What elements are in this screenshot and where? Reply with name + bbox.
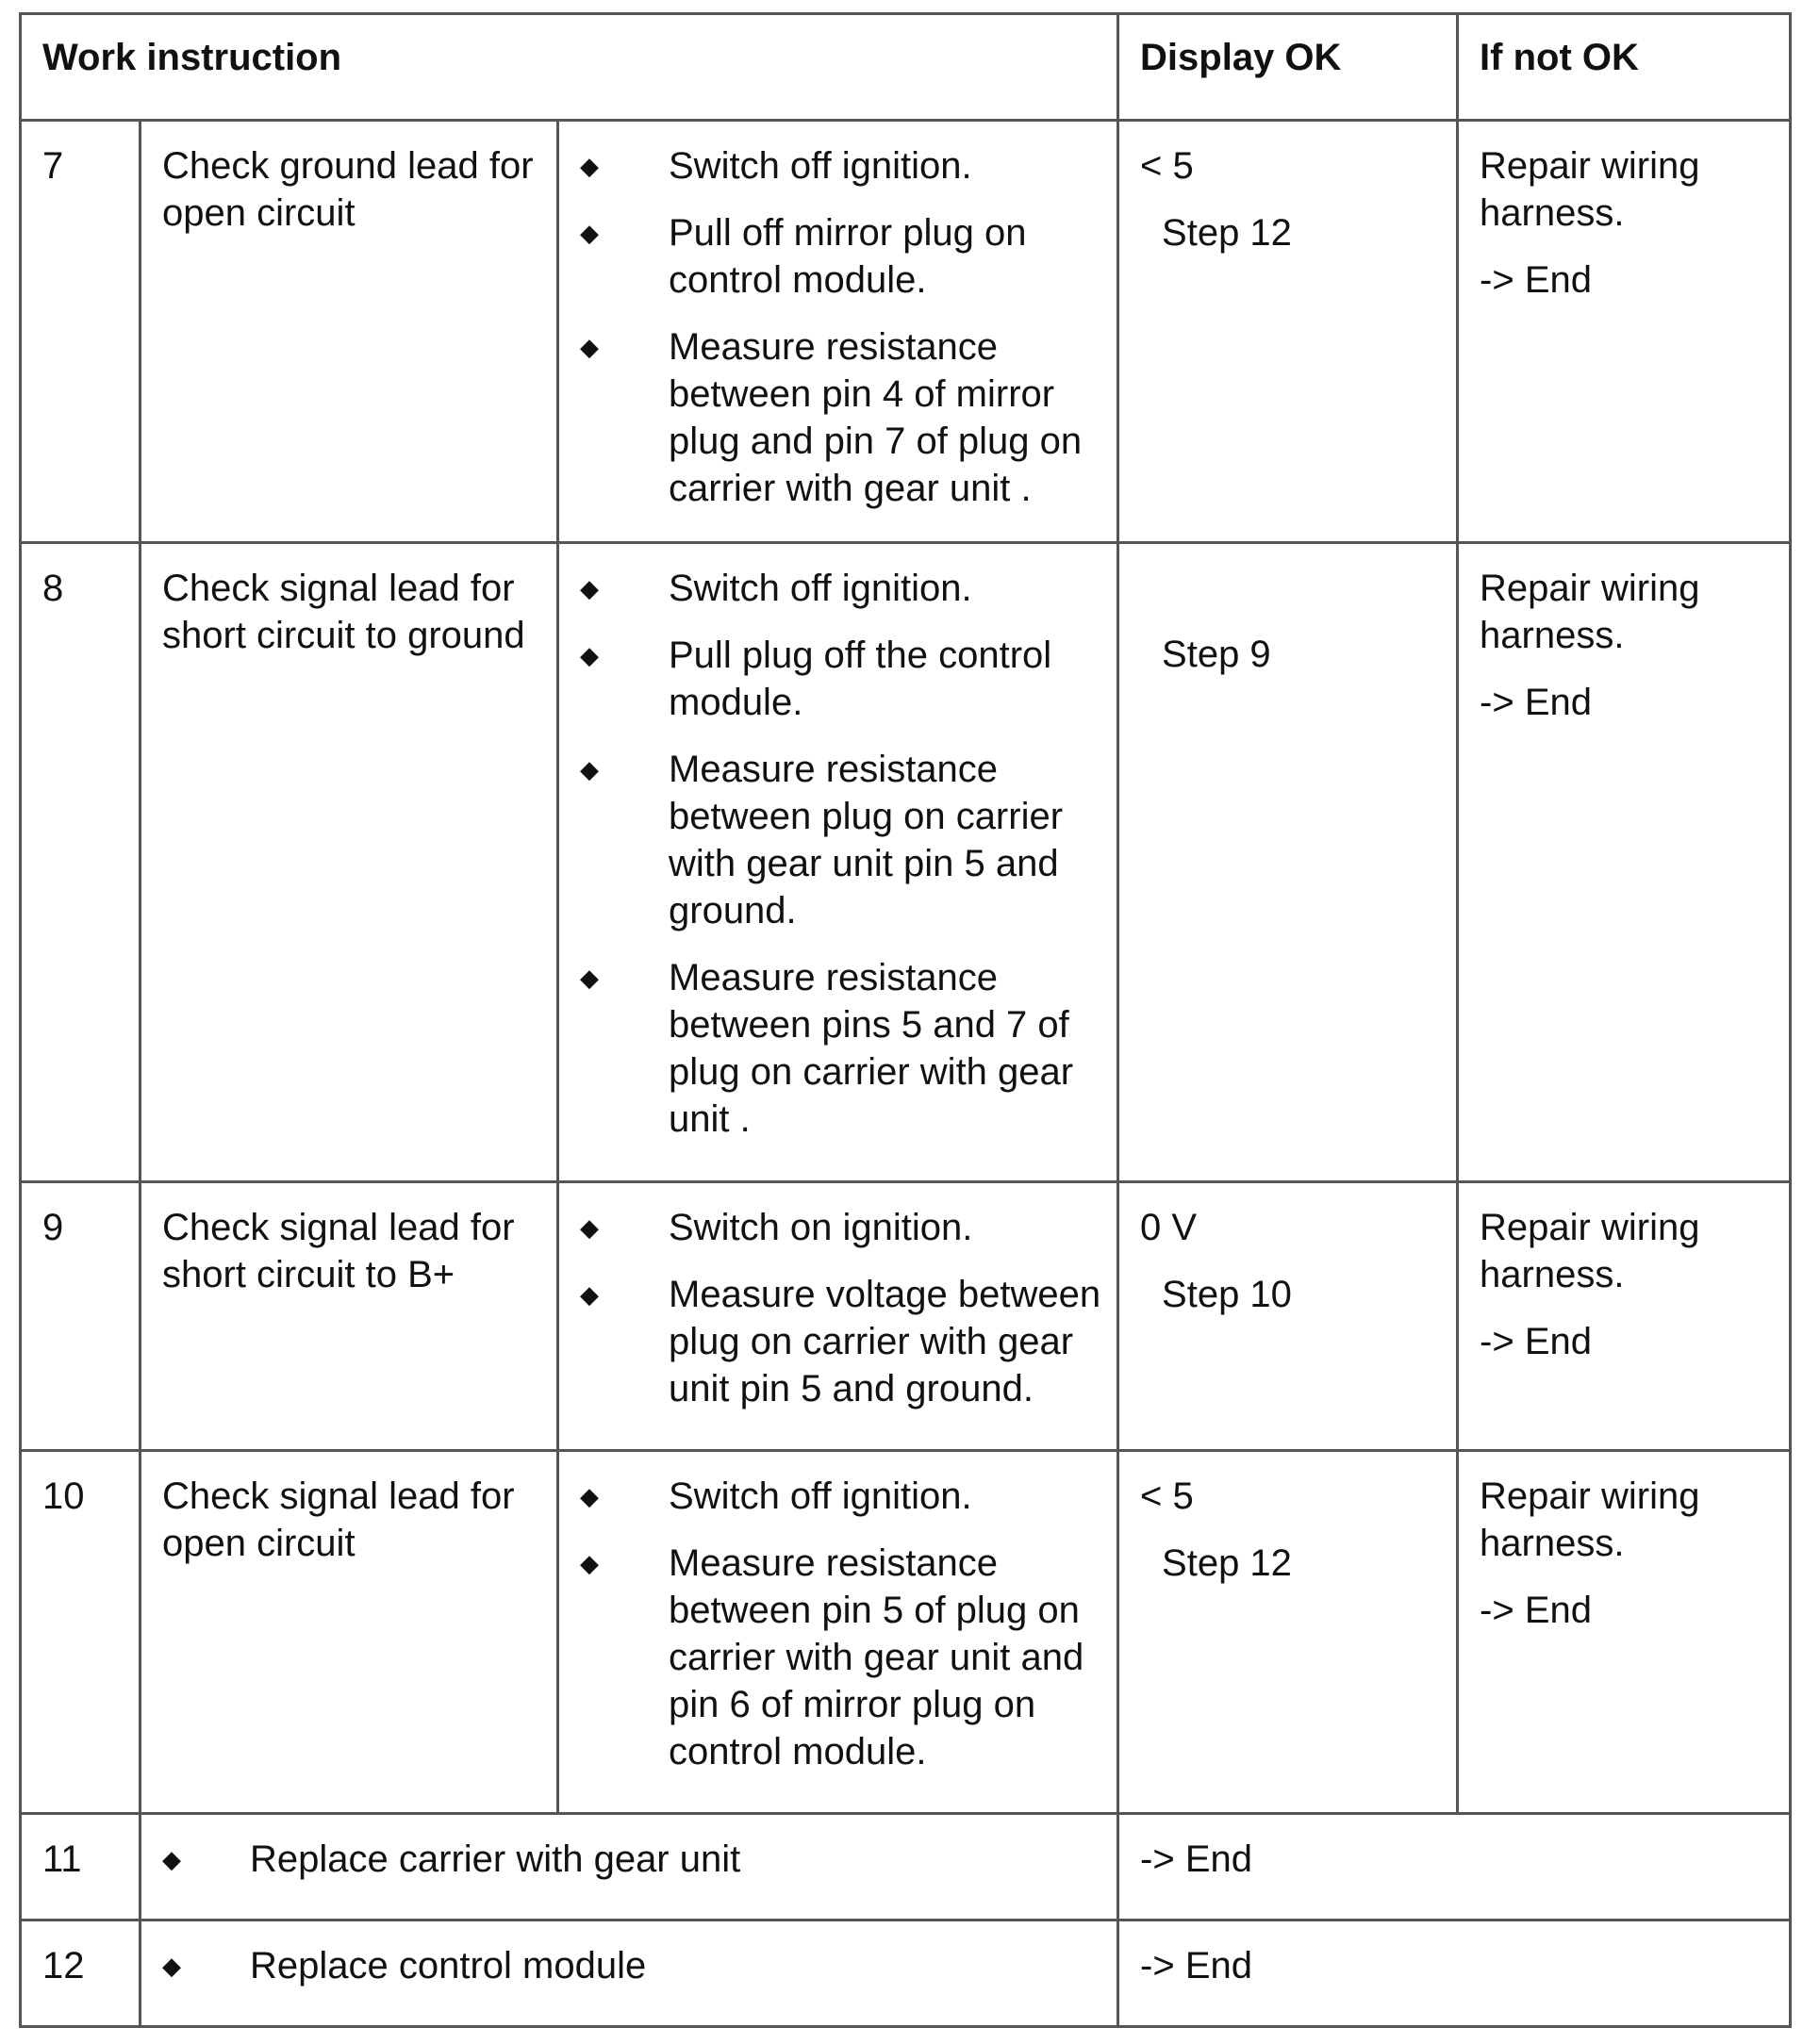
- table-row: [21, 1451, 1791, 1814]
- table-row: [21, 1814, 1791, 1920]
- step-description: Check signal lead for short circuit to B+: [141, 1182, 558, 1451]
- step-actions: [558, 121, 1118, 543]
- action-text: Measure resistance between pins 5 and 7 of plug on carrier with gear unit .: [669, 957, 1074, 1140]
- header-if-not-ok: If not OK: [1458, 14, 1791, 121]
- diamond-bullet-icon: ◆: [580, 333, 599, 361]
- diamond-bullet-icon: ◆: [580, 755, 599, 783]
- step-description: Check signal lead for open circuit: [141, 1451, 558, 1814]
- diamond-bullet-icon: ◆: [580, 1549, 599, 1577]
- action-item: [580, 565, 1105, 612]
- step-action-cell: [141, 1814, 1118, 1920]
- action-text: Replace control module: [250, 1945, 647, 1986]
- result-cell: -> End: [1118, 1814, 1791, 1920]
- step-number: 11: [21, 1814, 141, 1920]
- step-number: 9: [21, 1182, 141, 1451]
- display-ok-cell: [1118, 1451, 1458, 1814]
- step-number: 8: [21, 543, 141, 1182]
- result-cell: -> End: [1118, 1920, 1791, 2027]
- diamond-bullet-icon: ◆: [580, 219, 599, 247]
- diamond-bullet-icon: ◆: [580, 152, 599, 180]
- diamond-bullet-icon: ◆: [162, 1845, 181, 1873]
- table-row: [21, 1182, 1791, 1451]
- action-item: [580, 323, 1105, 512]
- step-actions: [558, 543, 1118, 1182]
- diamond-bullet-icon: ◆: [580, 574, 599, 602]
- step-description: Check ground lead for open circuit: [141, 121, 558, 543]
- step-action-cell: [141, 1920, 1118, 2027]
- table-row: [21, 1920, 1791, 2027]
- action-text: Measure resistance between pin 5 of plug on carrier with gear unit and pin 6 of mirror plug on control module.: [669, 1542, 1084, 1772]
- action-item: [580, 1540, 1105, 1775]
- if-not-ok-action: Repair wiring harness.: [1480, 568, 1700, 656]
- if-not-ok-end: -> End: [1480, 1321, 1592, 1362]
- diamond-bullet-icon: ◆: [580, 1482, 599, 1510]
- display-ok-cell: [1118, 1182, 1458, 1451]
- header-display-ok: Display OK: [1118, 14, 1458, 121]
- diamond-bullet-icon: ◆: [162, 1952, 181, 1980]
- action-text: Measure voltage between plug on carrier with gear unit pin 5 and ground.: [669, 1274, 1101, 1409]
- action-item: [580, 1271, 1105, 1412]
- header-row: [21, 14, 1791, 121]
- action-text: Measure resistance between pin 4 of mirror plug and pin 7 of plug on carrier with gear unit .: [669, 326, 1083, 509]
- if-not-ok-cell: [1458, 1182, 1791, 1451]
- diamond-bullet-icon: ◆: [580, 964, 599, 992]
- if-not-ok-cell: [1458, 1451, 1791, 1814]
- if-not-ok-end: -> End: [1480, 1590, 1592, 1631]
- display-ok-next-step: Step 10: [1162, 1274, 1292, 1315]
- action-text: Pull plug off the control module.: [669, 635, 1052, 723]
- action-item: [580, 746, 1105, 934]
- display-ok-next-step: Step 12: [1162, 1542, 1292, 1584]
- action-text: Pull off mirror plug on control module.: [669, 212, 1027, 301]
- step-number: 12: [21, 1920, 141, 2027]
- action-text: Switch on ignition.: [669, 1207, 973, 1248]
- action-text: Switch off ignition.: [669, 145, 972, 187]
- step-actions: [558, 1451, 1118, 1814]
- action-item: [580, 209, 1105, 304]
- if-not-ok-action: Repair wiring harness.: [1480, 1475, 1700, 1564]
- step-actions: [558, 1182, 1118, 1451]
- work-instruction-table: [19, 12, 1792, 2028]
- display-ok-next-step: Step 12: [1162, 212, 1292, 254]
- if-not-ok-action: Repair wiring harness.: [1480, 145, 1700, 234]
- diamond-bullet-icon: ◆: [580, 1280, 599, 1309]
- if-not-ok-action: Repair wiring harness.: [1480, 1207, 1700, 1295]
- step-description: Check signal lead for short circuit to ground: [141, 543, 558, 1182]
- if-not-ok-end: -> End: [1480, 259, 1592, 301]
- action-item: [580, 142, 1105, 190]
- action-item: [580, 954, 1105, 1143]
- display-ok-value: 0 V: [1140, 1207, 1198, 1248]
- action-item: [580, 632, 1105, 726]
- if-not-ok-cell: [1458, 121, 1791, 543]
- action-text: Replace carrier with gear unit: [250, 1838, 741, 1880]
- action-item: [162, 1836, 1101, 1883]
- action-text: Switch off ignition.: [669, 1475, 972, 1517]
- display-ok-value: < 5: [1140, 1475, 1194, 1517]
- display-ok-next-step: Step 9: [1162, 634, 1271, 675]
- diamond-bullet-icon: ◆: [580, 641, 599, 669]
- display-ok-cell: [1118, 543, 1458, 1182]
- diamond-bullet-icon: ◆: [580, 1213, 599, 1242]
- table-row: [21, 543, 1791, 1182]
- action-text: Switch off ignition.: [669, 568, 972, 609]
- action-text: Measure resistance between plug on carrier with gear unit pin 5 and ground.: [669, 749, 1064, 931]
- action-item: [580, 1204, 1105, 1251]
- action-item: [162, 1942, 1101, 1989]
- display-ok-cell: [1118, 121, 1458, 543]
- if-not-ok-end: -> End: [1480, 682, 1592, 723]
- action-item: [580, 1473, 1105, 1520]
- step-number: 7: [21, 121, 141, 543]
- display-ok-value: < 5: [1140, 145, 1194, 187]
- step-number: 10: [21, 1451, 141, 1814]
- if-not-ok-cell: [1458, 543, 1791, 1182]
- table-row: [21, 121, 1791, 543]
- header-work-instruction: Work instruction: [21, 14, 1118, 121]
